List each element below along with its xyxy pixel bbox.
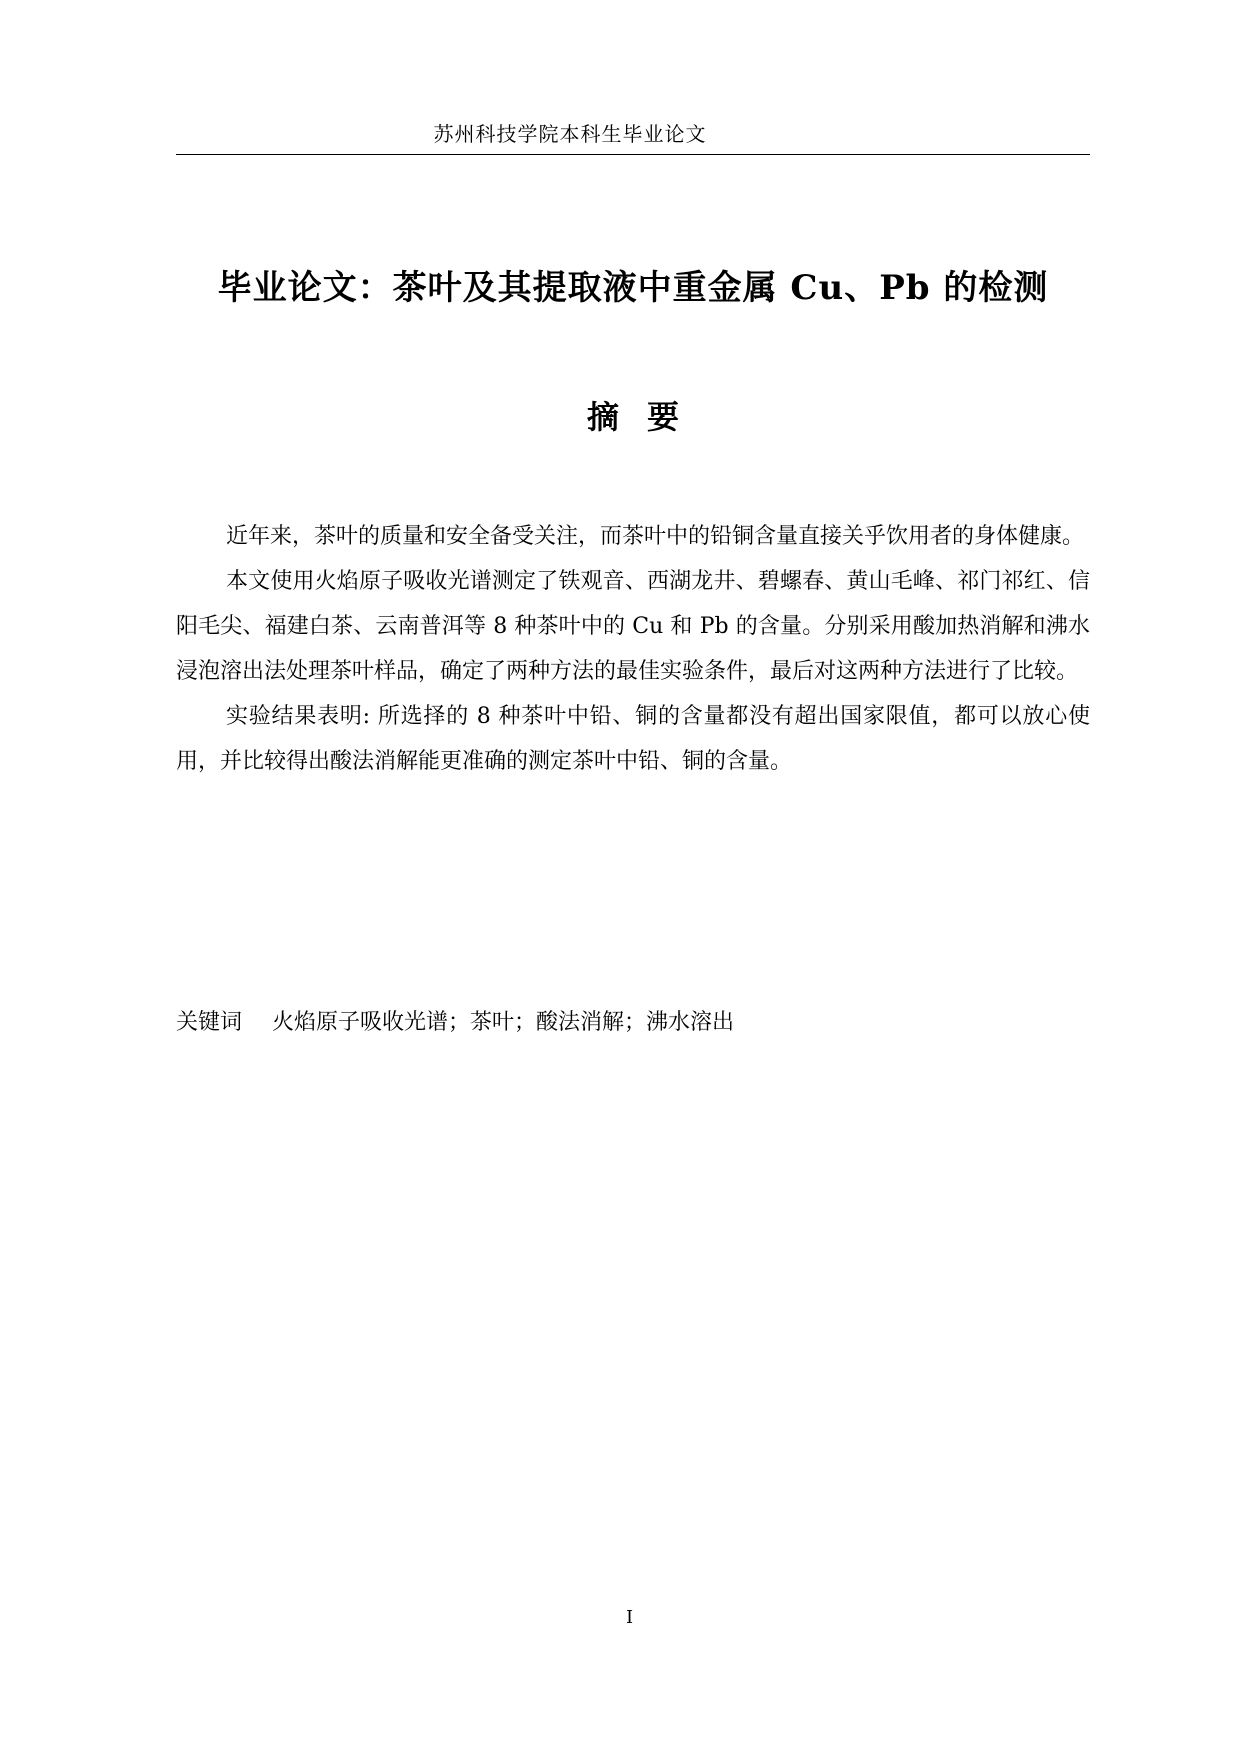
keywords-line xyxy=(176,1000,1090,1045)
abstract-heading: 摘要 xyxy=(586,398,707,436)
abstract-paragraph: 本文使用火焰原子吸收光谱测定了铁观音、西湖龙井、碧螺春、黄山毛峰、祁门祁红、信阳毛尖、福建白茶、云南普洱等 8 种茶叶中的 Cu 和 Pb 的含量。分别采用酸加热消解和沸水浸泡溶出法处理茶叶样品，确定了两种方法的最佳实验条件，最后对这两种方法进行了比较。 xyxy=(176,569,1090,684)
page-number: I xyxy=(625,1607,634,1628)
abstract-paragraph: 近年来，茶叶的质量和安全备受关注，而茶叶中的铅铜含量直接关乎饮用者的身体健康。 xyxy=(226,524,1085,549)
document-title: 毕业论文：茶叶及其提取液中重金属 Cu、Pb 的检测 xyxy=(217,268,1049,308)
abstract-body xyxy=(176,514,1090,784)
keywords-label: 关键词 xyxy=(176,1010,243,1035)
header-rule xyxy=(176,154,1090,155)
abstract-paragraph: 实验结果表明: 所选择的 8 种茶叶中铅、铜的含量都没有超出国家限值，都可以放心使用，并比较得出酸法消解能更准确的测定茶叶中铅、铜的含量。 xyxy=(176,704,1090,774)
running-header: 苏州科技学院本科生毕业论文 xyxy=(433,122,707,146)
keywords-text: 火焰原子吸收光谱；茶叶；酸法消解；沸水溶出 xyxy=(272,1010,735,1035)
